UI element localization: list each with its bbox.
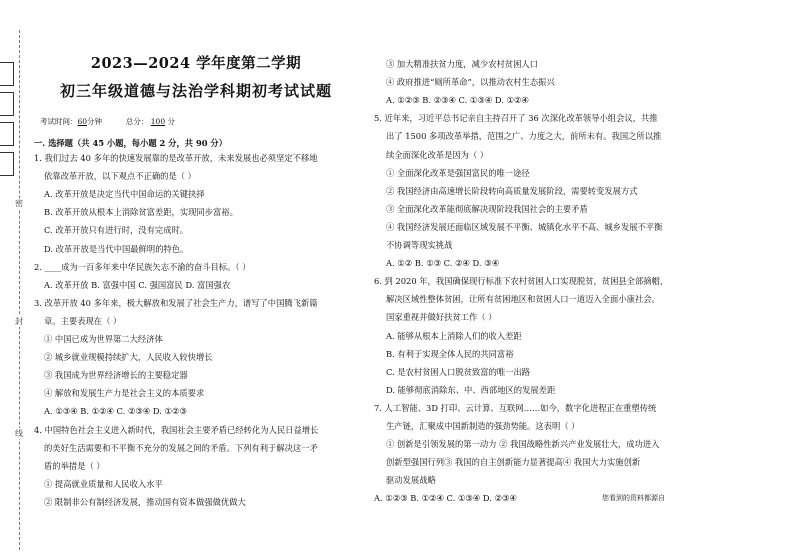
question-line: ② 限制非公有制经济发展，推动国有资本做强做优做大 <box>44 496 246 507</box>
question-line: 驱动发展战略 <box>386 475 436 486</box>
question-line: ③ 加大精准扶贫力度，减少农村贫困人口 <box>386 59 538 69</box>
question-line: 盾的举措是（ ） <box>44 460 105 471</box>
question-line: ① 创新是引领发展的第一动力 ② 我国战略性新兴产业发展壮大，成功进入 <box>386 439 660 450</box>
exam-title: 2023—2024 学年度第二学期 <box>90 55 302 72</box>
question-line: 4. 中国特色社会主义进入新时代，我国社会主要矛盾已经转化为人民日益增长 <box>34 424 319 435</box>
question-line: A. 能够从根本上消除人们的收入差距 <box>386 330 522 341</box>
question-line: 章。主要表现在（ ） <box>44 315 122 326</box>
question-line: A. ①②③ B. ①②④ C. ①③④ D. ②③④ <box>374 493 517 504</box>
time-unit: 分钟 <box>87 117 103 126</box>
exam-info <box>40 116 175 128</box>
question-line: ② 我国经济由高速增长阶段转向高质量发展阶段，需要转变发展方式 <box>386 185 638 196</box>
question-line: 7. 人工智能、3D 打印、云计算、互联网……如今，数字化进程正在重塑传统 <box>374 402 657 413</box>
question-line: D. 能够彻底消除东、中、西部地区的发展差距 <box>386 384 556 395</box>
question-line: A. ①③④ B. ①②④ C. ②③④ D. ①②③ <box>44 406 187 417</box>
question-line: B. 有利于实现全体人民的共同富裕 <box>386 348 514 359</box>
question-line: ③ 全面深化改革能彻底解决现阶段我国社会的主要矛盾 <box>386 203 588 214</box>
binding-box <box>0 92 14 116</box>
question-line: ④ 政府推进“厕所革命”，以推动农村生态振兴 <box>386 77 555 88</box>
question-line: B. 改革开放从根本上消除贫富差距，实现同步富裕。 <box>44 207 238 218</box>
question-line: 1. 我们过去 40 多年的快速发展靠的是改革开放，未来发展也必须坚定不移地 <box>34 153 318 163</box>
binding-mark: 线 <box>15 429 23 438</box>
question-line: 解决区域性整体贫困，让所有贫困地区和贫困人口一道迈入全面小康社会。 <box>386 294 660 305</box>
binding-mark: 密 <box>15 199 23 208</box>
time-label: 考试时间： <box>40 117 78 126</box>
question-line: 3. 改革开放 40 多年来，极大解放和发展了社会生产力，谱写了中国腾飞新篇 <box>34 297 318 308</box>
question-line: A. 改革开放是决定当代中国命运的关键抉择 <box>44 189 205 200</box>
question-line: D. 改革开放是当代中国最鲜明的特色。 <box>44 243 189 254</box>
binding-box <box>0 62 14 86</box>
question-line: ② 城乡就业规模持续扩大，人民收入较快增长 <box>44 352 213 363</box>
question-line: 5. 近年来，习近平总书记亲自主持召开了 36 次深化改革领导小组会议，共推 <box>374 113 658 124</box>
binding-margin <box>0 0 24 560</box>
question-line: 的美好生活需要和不平衡不充分的发展之间的矛盾。下列有利于解决这一矛 <box>44 442 318 453</box>
question-line: C. 是农村贫困人口脱贫致富的唯一出路 <box>386 366 531 377</box>
question-line: 生产链，汇聚成中国新制造的强劲势能。这表明（ ） <box>386 421 580 431</box>
question-line: ③ 我国成为世界经济增长的主要稳定器 <box>44 370 188 381</box>
question-line: 6. 到 2020 年，我国确保现行标准下农村贫困人口实现脱贫，贫困县全部摘帽， <box>374 276 669 287</box>
question-line: 出了 1500 多项改革举措，范围之广、力度之大，前所未有。我国之所以推 <box>386 131 662 142</box>
score-label: 总分： <box>125 117 149 126</box>
exam-subtitle: 初三年级道德与法治学科期初考试试题 <box>59 82 332 100</box>
question-line: 续全面深化改革是因为（ ） <box>386 149 489 160</box>
binding-mark: 封 <box>15 317 23 326</box>
footer-tail: 您看到的资料都源自 <box>602 494 665 502</box>
score-unit: 分 <box>167 117 175 126</box>
question-line: 不协调等现实挑战 <box>386 240 453 250</box>
question-line: 2. ____成为一百多年来中华民族矢志不渝的奋斗目标。（ ） <box>34 261 251 272</box>
question-line: ① 中国已成为世界第二大经济体 <box>44 334 163 344</box>
time-value: 60 <box>77 117 88 126</box>
question-line: ④ 解放和发展生产力是社会主义的本质要求 <box>44 388 205 399</box>
question-line: 依靠改革开放，以下观点不正确的是（ ） <box>44 171 196 182</box>
question-line: A. 改革开放 B. 富强中国 C. 强国富民 D. 富国强农 <box>44 279 231 290</box>
score-value: 100 <box>150 117 166 126</box>
question-line: A. ①②③ B. ②③④ C. ①③④ D. ①②④ <box>386 95 529 106</box>
question-line: 创新型强国行列③ 我国的自主创新能力显著提高④ 我国大力实施创新 <box>386 457 641 468</box>
question-line: ① 全面深化改革是强国富民的唯一途径 <box>386 167 530 178</box>
binding-box <box>0 122 14 146</box>
question-line: C. 改革开放只有进行时，没有完成时。 <box>44 225 189 236</box>
binding-dashed-line <box>19 30 20 550</box>
section-heading: 一. 选择题（共 45 小题，每小题 2 分，共 90 分） <box>34 138 228 148</box>
question-line: ① 提高就业质量和人民收入水平 <box>44 478 163 489</box>
binding-box <box>0 152 14 176</box>
question-line: A. ①② B. ①③ C. ②④ D. ③④ <box>386 258 500 269</box>
question-line: ④ 我国经济发展还面临区域发展不平衡、城镇化水平不高、城乡发展不平衡 <box>386 221 663 232</box>
question-line: 国家重视并做好扶贫工作（ ） <box>386 312 497 323</box>
